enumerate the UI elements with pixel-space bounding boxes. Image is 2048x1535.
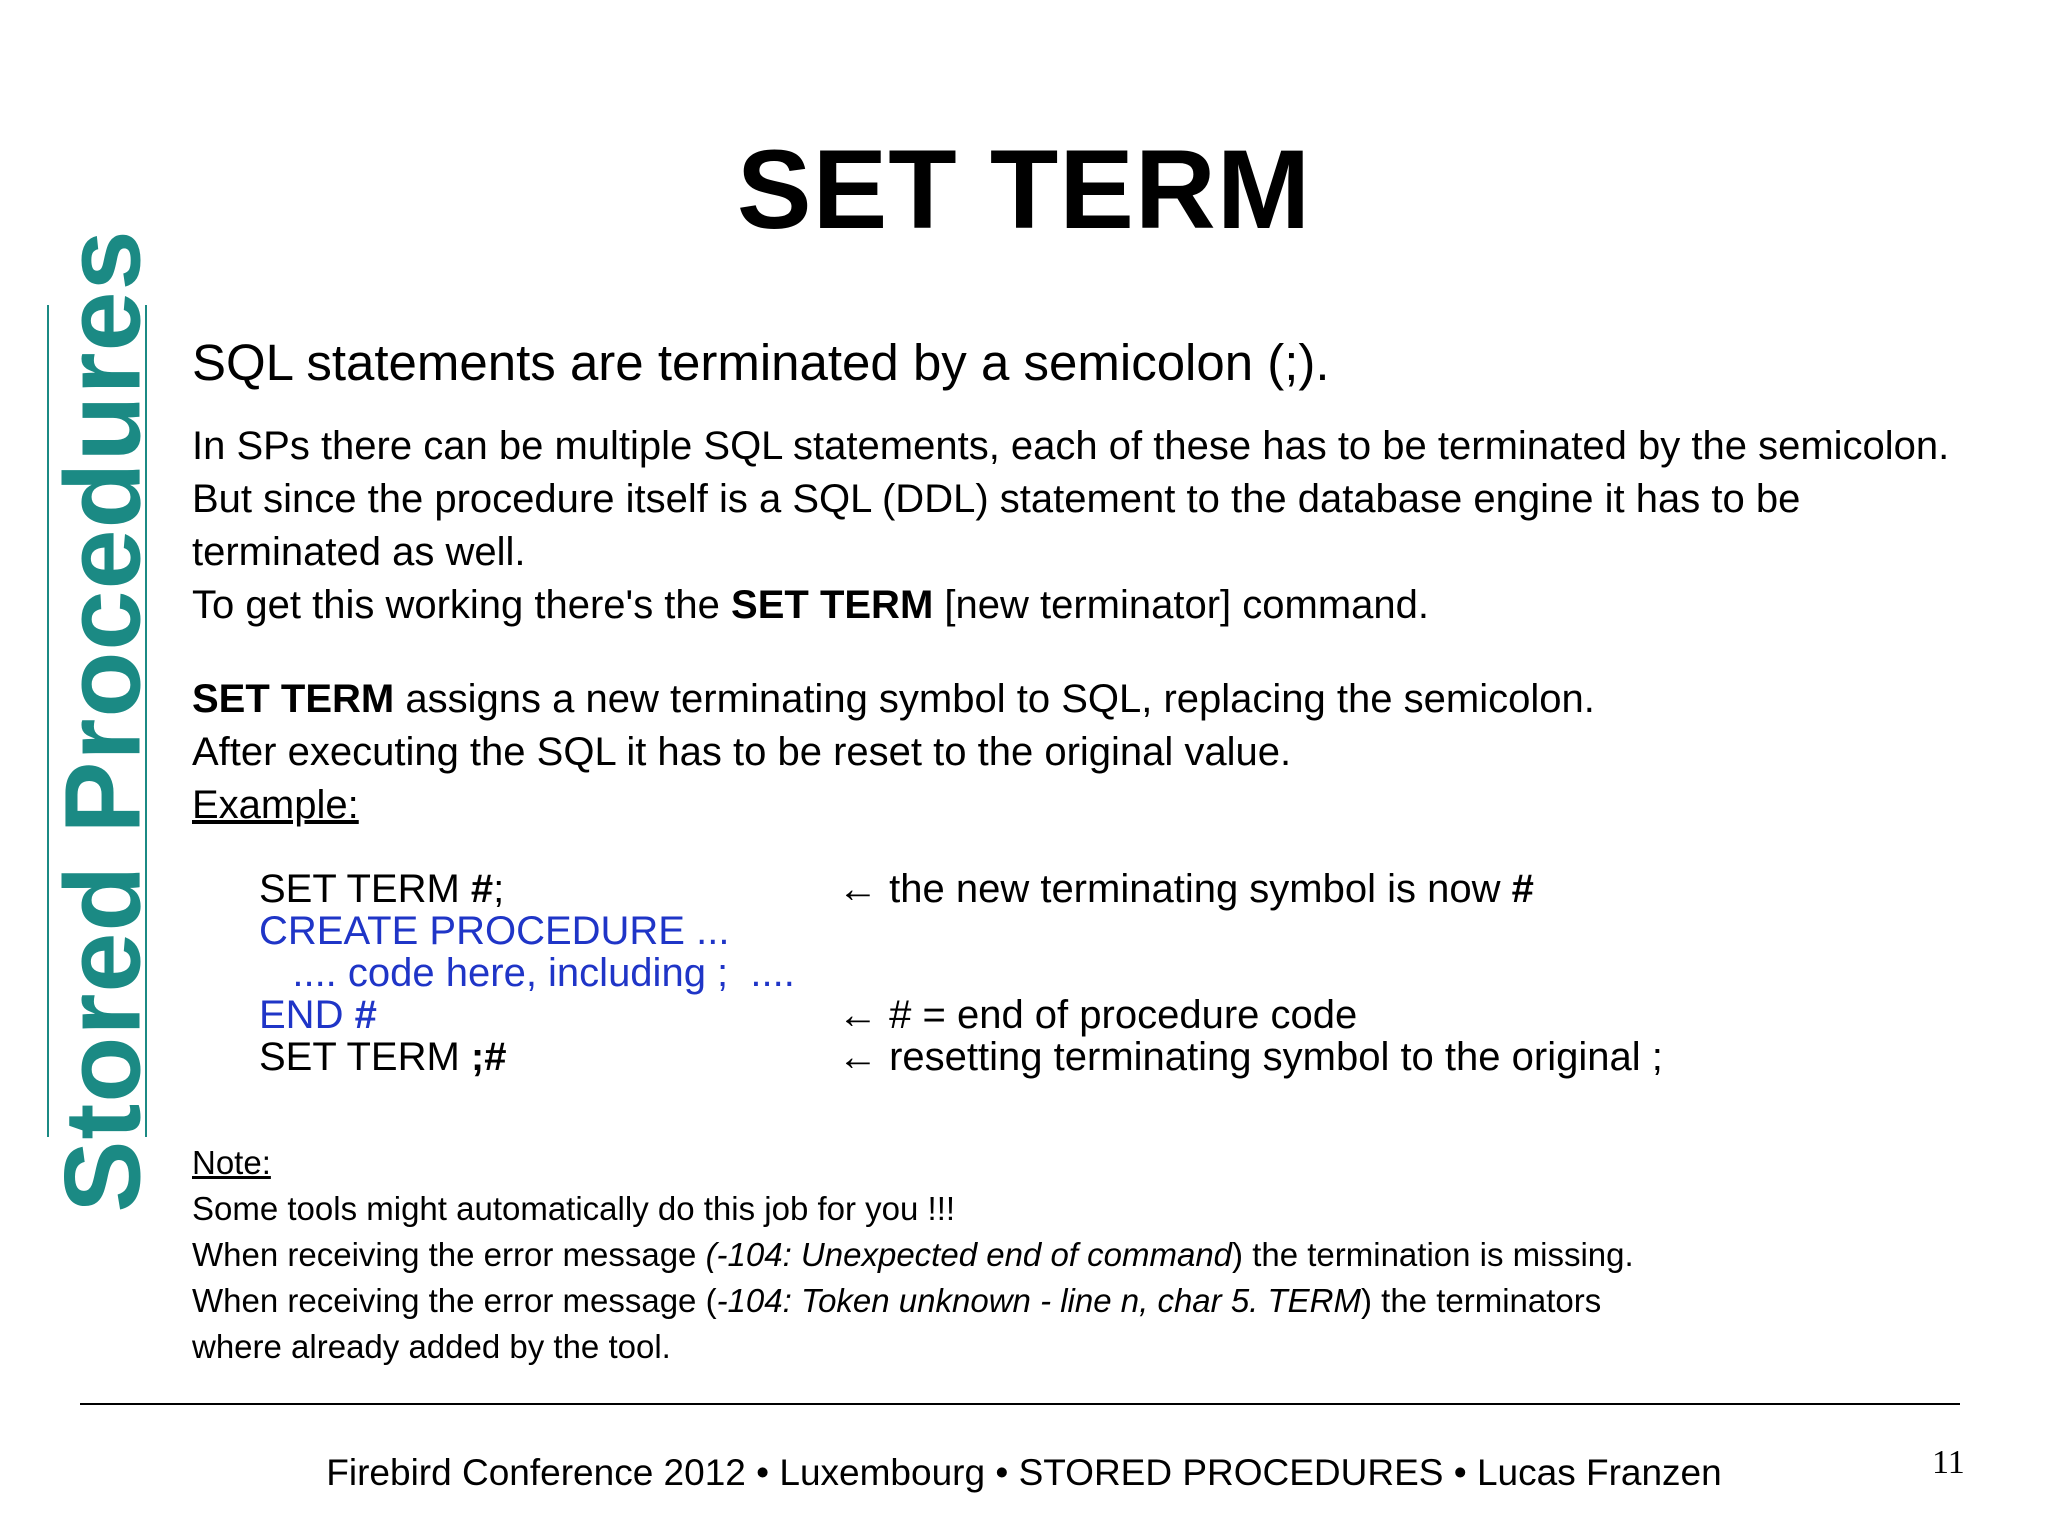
slide-subtitle: SQL statements are terminated by a semicolon (;). xyxy=(192,334,1330,391)
assign-line-1-post: assigns a new terminating symbol to SQL, replacing the semicolon. xyxy=(394,677,1595,721)
code-line-4 xyxy=(259,994,795,1036)
intro-line-4-pre: To get this working there's the xyxy=(192,583,732,627)
assign-paragraph xyxy=(192,673,1595,832)
code-example xyxy=(259,868,795,1078)
intro-line-4-keyword: SET TERM xyxy=(731,583,934,627)
intro-line-3: terminated as well. xyxy=(192,530,526,574)
example-label: Example: xyxy=(192,783,359,827)
note-line-3-error: -104: Token unknown - line n, char 5. TERM xyxy=(716,1282,1361,1319)
code-comment-1 xyxy=(838,868,1534,910)
code-line-3: .... code here, including ; .... xyxy=(259,951,795,995)
note-label: Note: xyxy=(192,1144,271,1181)
note-line-3 xyxy=(192,1282,1601,1320)
note-line-1: Some tools might automatically do this job for you !!! xyxy=(192,1190,956,1227)
intro-line-2: But since the procedure itself is a SQL (DDL) statement to the database engine it has to be xyxy=(192,477,1801,521)
code-line-4-symbol: # xyxy=(354,993,377,1037)
footer-text: Firebird Conference 2012 • Luxembourg • STORED PROCEDURES • Lucas Franzen xyxy=(326,1452,1722,1493)
code-line-5-pre: SET TERM xyxy=(259,1035,471,1079)
note-line-2 xyxy=(192,1236,1634,1274)
footer-divider xyxy=(80,1403,1960,1405)
note-line-3-post: ) the terminators xyxy=(1361,1282,1602,1319)
comment-1-symbol: # xyxy=(1511,867,1534,911)
intro-line-4 xyxy=(192,579,1949,632)
note-line-4: where already added by the tool. xyxy=(192,1328,671,1365)
code-line-5 xyxy=(259,1036,795,1078)
code-line-4-pre: END xyxy=(259,993,355,1037)
code-line-2: CREATE PROCEDURE ... xyxy=(259,909,730,953)
sidebar-label: Stored Procedures xyxy=(41,229,163,1213)
intro-paragraph xyxy=(192,420,1949,632)
assign-line-1 xyxy=(192,673,1595,726)
note-line-3-pre: When receiving the error message ( xyxy=(192,1282,717,1319)
page-number: 11 xyxy=(1932,1444,1965,1481)
code-line-1-pre: SET TERM xyxy=(259,867,471,911)
assign-line-2: After executing the SQL it has to be reset to the original value. xyxy=(192,730,1292,774)
comment-1-text: ← the new terminating symbol is now xyxy=(838,867,1512,911)
assign-line-1-keyword: SET TERM xyxy=(192,677,395,721)
intro-line-1: In SPs there can be multiple SQL statements, each of these has to be terminated by the semicolon. xyxy=(192,424,1950,468)
slide-title: SET TERM xyxy=(736,127,1312,252)
code-comment-2: ← # = end of procedure code xyxy=(838,993,1358,1037)
code-line-1 xyxy=(259,868,795,910)
note-line-2-error: (-104: Unexpected end of command xyxy=(705,1236,1233,1273)
note-line-2-pre: When receiving the error message xyxy=(192,1236,706,1273)
code-line-1-symbol: # xyxy=(470,867,494,911)
note-line-2-post: ) the termination is missing. xyxy=(1232,1236,1634,1273)
code-comment-3: ← resetting terminating symbol to the original ; xyxy=(838,1035,1663,1079)
code-line-1-post: ; xyxy=(493,867,505,911)
intro-line-4-post: [new terminator] command. xyxy=(933,583,1430,627)
code-line-5-symbol: ;# xyxy=(470,1035,507,1079)
